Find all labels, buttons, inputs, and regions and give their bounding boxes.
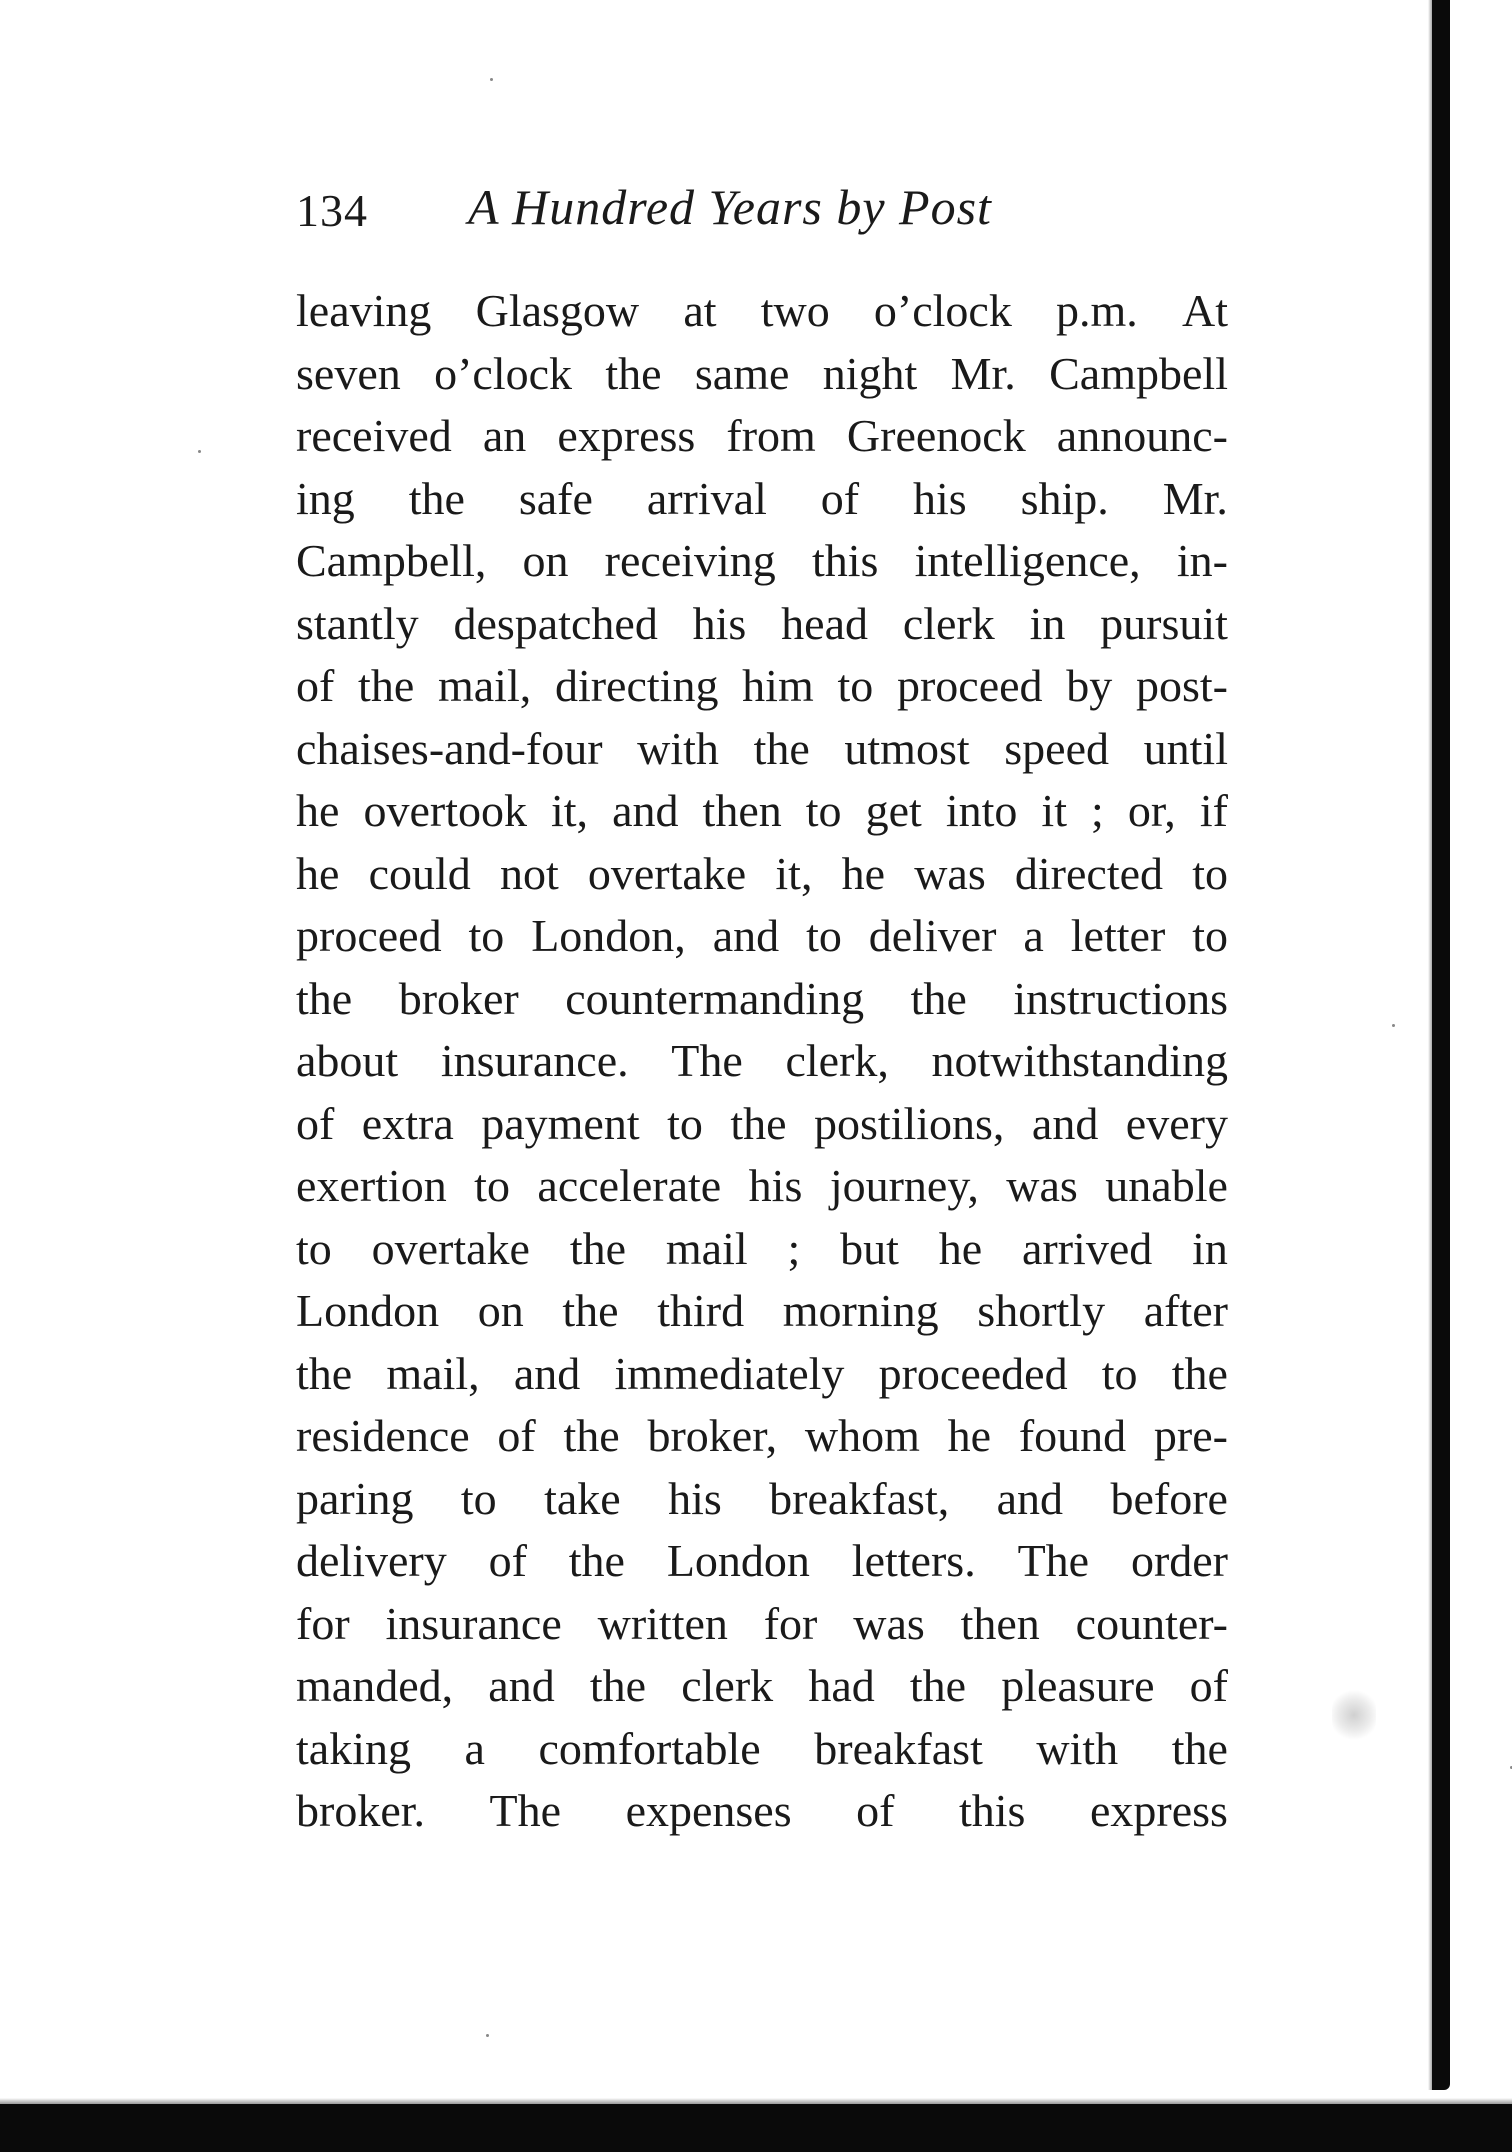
word: ing <box>296 472 355 524</box>
word: intelligence, <box>914 535 1141 586</box>
text-line <box>296 1155 1228 1218</box>
word: and <box>996 1472 1064 1524</box>
word: The <box>1017 1535 1090 1586</box>
word: and <box>612 785 679 836</box>
word: every <box>1125 1097 1228 1149</box>
word: insurance. <box>440 1035 629 1086</box>
word: of <box>488 1535 527 1586</box>
word: Mr. <box>1162 472 1228 524</box>
word: seven <box>296 347 401 399</box>
word: express <box>1089 1785 1228 1836</box>
text-line <box>296 780 1228 843</box>
word: to <box>468 910 505 961</box>
word: overtake <box>371 1222 530 1274</box>
word: stantly <box>296 597 419 649</box>
paper-stain <box>1332 1688 1376 1742</box>
word: broker. <box>296 1785 426 1836</box>
text-line <box>296 1093 1228 1156</box>
word: proceed <box>896 660 1043 711</box>
word: exertion <box>296 1160 447 1211</box>
paper-speck <box>486 2034 489 2037</box>
word: breakfast <box>814 1722 983 1774</box>
text-line <box>296 1280 1228 1343</box>
word: The <box>671 1035 743 1086</box>
word: his <box>668 1472 722 1524</box>
word: clerk <box>902 597 995 649</box>
word: take <box>544 1472 621 1524</box>
word: this <box>958 1785 1026 1836</box>
word: his <box>748 1160 803 1211</box>
word: had <box>808 1660 875 1711</box>
word: journey, <box>829 1160 979 1211</box>
word: notwithstanding <box>931 1035 1228 1086</box>
word: this <box>811 535 879 586</box>
word: until <box>1143 722 1228 774</box>
word: announc- <box>1056 410 1228 461</box>
word: a <box>464 1722 485 1774</box>
word: clerk, <box>785 1035 889 1086</box>
text-line <box>296 1218 1228 1281</box>
word: the <box>562 1285 619 1336</box>
text-line <box>296 530 1228 593</box>
word: comfortable <box>538 1722 761 1774</box>
word: a <box>1023 910 1044 961</box>
word: after <box>1143 1285 1228 1336</box>
word: he <box>938 1222 983 1274</box>
word: unable <box>1105 1160 1228 1211</box>
word: the <box>568 1535 625 1586</box>
word: order <box>1130 1535 1228 1586</box>
word: postilions, <box>814 1097 1005 1149</box>
word: same <box>694 347 790 399</box>
word: safe <box>518 472 593 524</box>
word: the <box>910 972 967 1024</box>
word: of <box>296 660 335 711</box>
word: the <box>296 1347 353 1399</box>
word: in <box>1029 597 1066 649</box>
word: o’clock <box>873 285 1012 336</box>
text-line <box>296 1780 1228 1843</box>
word: he <box>947 1410 992 1461</box>
text-line <box>296 280 1228 343</box>
word: mail, <box>386 1347 480 1399</box>
word: written <box>597 1597 728 1649</box>
word: Campbell, <box>296 535 487 586</box>
word: directed <box>1014 847 1164 899</box>
word: London <box>666 1535 810 1586</box>
word: he <box>296 847 340 899</box>
word: the <box>358 660 415 711</box>
word: p.m. <box>1056 285 1138 336</box>
word: his <box>913 472 967 524</box>
word: from <box>726 410 816 461</box>
word: delivery <box>296 1535 447 1586</box>
word: leaving <box>296 285 432 336</box>
word: of <box>1189 1660 1228 1711</box>
word: and <box>513 1347 581 1399</box>
word: to <box>474 1160 510 1211</box>
word: ; <box>1091 785 1104 836</box>
word: then <box>960 1597 1040 1649</box>
word: but <box>840 1222 899 1274</box>
word: taking <box>296 1722 411 1774</box>
text-line <box>296 968 1228 1031</box>
word: pleasure <box>1001 1660 1155 1711</box>
word: clerk <box>681 1660 774 1711</box>
word: arrived <box>1022 1222 1153 1274</box>
word: for <box>763 1597 818 1649</box>
word: paring <box>296 1472 414 1524</box>
word: on <box>477 1285 524 1336</box>
word: the <box>589 1660 647 1711</box>
text-line <box>296 1030 1228 1093</box>
text-line <box>296 1593 1228 1656</box>
word: about <box>296 1035 399 1086</box>
word: his <box>692 597 747 649</box>
word: if <box>1199 785 1228 836</box>
word: letter <box>1070 910 1166 961</box>
word: it <box>1041 785 1067 836</box>
word: third <box>657 1285 745 1336</box>
text-line <box>296 905 1228 968</box>
word: before <box>1110 1472 1228 1524</box>
page-edge-shadow-bottom <box>0 2104 1512 2152</box>
word: ; <box>787 1222 801 1274</box>
word: the <box>408 472 465 524</box>
word: not <box>499 847 559 899</box>
word: with <box>1036 1722 1119 1774</box>
word: deliver <box>868 910 997 961</box>
text-line <box>296 655 1228 718</box>
word: speed <box>1004 722 1110 774</box>
text-line <box>296 1405 1228 1468</box>
text-line <box>296 468 1228 531</box>
word: letters. <box>851 1535 976 1586</box>
word: broker, <box>647 1410 778 1461</box>
word: Campbell <box>1049 347 1228 399</box>
word: it, <box>775 847 813 899</box>
word: expenses <box>625 1785 792 1836</box>
word: the <box>730 1097 787 1149</box>
word: mail, <box>437 660 532 711</box>
word: manded, <box>296 1660 454 1711</box>
word: on <box>522 535 569 586</box>
word: At <box>1182 285 1228 336</box>
word: post- <box>1135 660 1228 711</box>
word: at <box>683 285 717 336</box>
word: and <box>1031 1097 1099 1149</box>
word: the <box>1171 1347 1228 1399</box>
word: Mr. <box>950 347 1016 399</box>
word: him <box>742 660 814 711</box>
text-line <box>296 593 1228 656</box>
word: found <box>1018 1410 1127 1461</box>
word: o’clock <box>434 347 573 399</box>
word: get <box>865 785 922 836</box>
word: utmost <box>844 722 970 774</box>
word: the <box>605 347 662 399</box>
word: pre- <box>1153 1410 1228 1461</box>
word: London, <box>531 910 686 961</box>
word: was <box>1006 1160 1078 1211</box>
text-line <box>296 843 1228 906</box>
word: counter- <box>1075 1597 1228 1649</box>
word: was <box>853 1597 925 1649</box>
text-line <box>296 1718 1228 1781</box>
text-line <box>296 343 1228 406</box>
word: the <box>563 1410 620 1461</box>
word: arrival <box>646 472 767 524</box>
word: Greenock <box>846 410 1026 461</box>
word: ship. <box>1020 472 1109 524</box>
word: payment <box>481 1097 640 1149</box>
page-header <box>296 178 1056 248</box>
word: whom <box>804 1410 920 1461</box>
text-line <box>296 1530 1228 1593</box>
word: The <box>489 1785 562 1836</box>
word: two <box>760 285 830 336</box>
word: he <box>841 847 886 899</box>
word: with <box>637 722 719 774</box>
word: for <box>296 1597 350 1649</box>
word: immediately <box>614 1347 845 1399</box>
text-line <box>296 718 1228 781</box>
word: overtake <box>587 847 747 899</box>
running-title: A Hundred Years by Post <box>468 179 992 235</box>
word: he <box>296 785 340 836</box>
word: instructions <box>1013 972 1228 1024</box>
word: to <box>837 660 874 711</box>
word: chaises-and-four <box>296 722 603 774</box>
word: mail <box>665 1222 748 1274</box>
word: to <box>805 785 842 836</box>
word: to <box>1101 1347 1138 1399</box>
text-line <box>296 405 1228 468</box>
paper-speck <box>1392 1024 1395 1027</box>
word: shortly <box>977 1285 1106 1336</box>
word: it, <box>551 785 589 836</box>
word: extra <box>361 1097 454 1149</box>
word: the <box>296 972 353 1024</box>
word: directing <box>554 660 719 711</box>
word: broker <box>398 972 519 1024</box>
word: into <box>945 785 1018 836</box>
paper-speck <box>490 78 493 81</box>
word: receiving <box>604 535 776 586</box>
text-line <box>296 1343 1228 1406</box>
word: head <box>781 597 868 649</box>
word: of <box>296 1097 335 1149</box>
word: countermanding <box>565 972 865 1024</box>
word: London <box>296 1285 440 1336</box>
word: to <box>1192 847 1228 899</box>
word: accelerate <box>537 1160 722 1211</box>
word: to <box>1192 910 1228 961</box>
word: and <box>712 910 780 961</box>
body-text <box>296 280 1228 1843</box>
word: morning <box>782 1285 939 1336</box>
word: residence <box>296 1410 470 1461</box>
word: by <box>1066 660 1113 711</box>
word: in- <box>1176 535 1228 586</box>
word: to <box>460 1472 497 1524</box>
word: of <box>820 472 860 524</box>
word: the <box>569 1222 627 1274</box>
word: the <box>909 1660 967 1711</box>
word: despatched <box>453 597 658 649</box>
word: then <box>702 785 782 836</box>
word: and <box>488 1660 555 1711</box>
page-edge-shadow-right <box>1432 0 1450 2090</box>
word: Glasgow <box>475 285 640 336</box>
word: overtook <box>363 785 527 836</box>
word: of <box>856 1785 895 1836</box>
word: to <box>667 1097 703 1149</box>
text-line <box>296 1468 1228 1531</box>
word: to <box>806 910 842 961</box>
word: express <box>557 410 696 461</box>
word: proceed <box>296 910 442 961</box>
word: proceeded <box>878 1347 1068 1399</box>
word: in <box>1192 1222 1228 1274</box>
word: or, <box>1127 785 1176 836</box>
word: an <box>482 410 527 461</box>
text-line <box>296 1655 1228 1718</box>
word: insurance <box>385 1597 562 1649</box>
word: the <box>1171 1722 1228 1774</box>
word: received <box>296 410 452 461</box>
page-number: 134 <box>296 185 368 236</box>
word: of <box>497 1410 536 1461</box>
paper-speck <box>198 450 201 453</box>
word: pursuit <box>1100 597 1228 649</box>
word: to <box>296 1222 332 1274</box>
word: breakfast, <box>769 1472 950 1524</box>
word: was <box>914 847 986 899</box>
word: the <box>753 722 810 774</box>
word: could <box>368 847 471 899</box>
word: night <box>822 347 918 399</box>
